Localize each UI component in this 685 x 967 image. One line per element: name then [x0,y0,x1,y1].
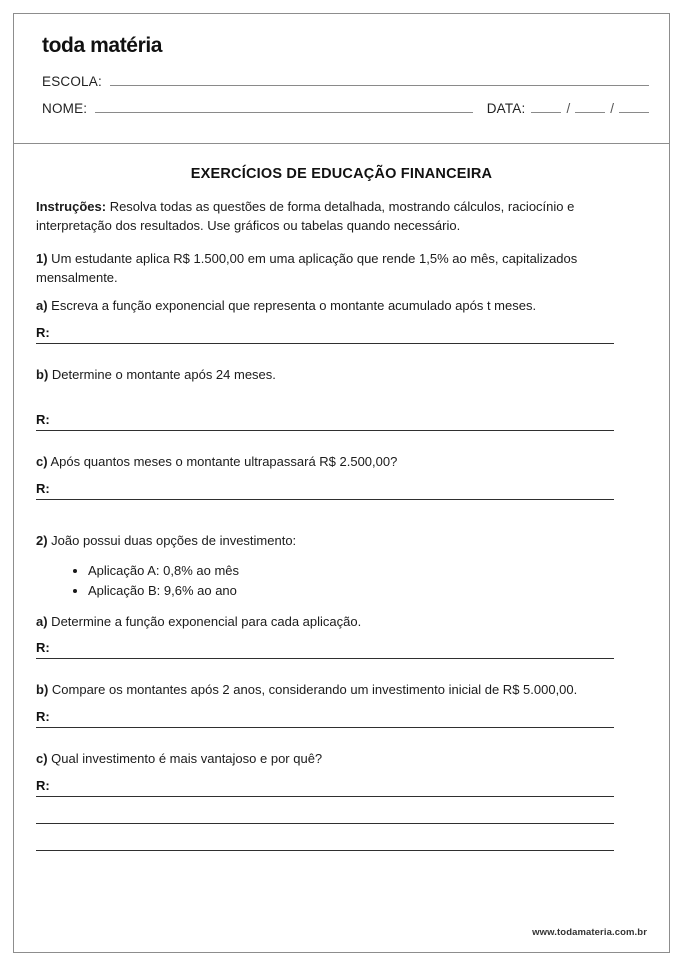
brand-logo: toda matéria [42,34,163,57]
date-year-input[interactable] [619,101,649,113]
question-2a-letter: a) [36,613,48,629]
instructions-text: Resolva todas as questões de forma detalhada, mostrando cálculos, raciocínio e interpretação dos resultados. Use gráficos ou tabelas quando necessário. [36,199,575,233]
question-2a-text: Determine a função exponencial para cada aplicação. [47,613,362,629]
answer-label-2c: R: [36,777,50,793]
worksheet-content [14,144,669,851]
question-1a-text: Escreva a função exponencial que representa o montante acumulado após t meses. [47,298,537,314]
nome-input-line[interactable] [95,101,472,113]
question-1a-letter: a) [36,298,48,314]
question-1-number: 1) [36,250,48,266]
answer-2c [36,779,647,797]
extra-answer-line-1[interactable] [36,823,614,824]
question-1c-letter: c) [36,453,48,469]
question-2c-text: Qual investimento é mais vantajoso e por quê? [47,751,323,767]
nome-label: NOME: [42,101,88,116]
escola-field-row [42,74,649,89]
question-2b-text: Compare os montantes após 2 anos, considerando um investimento inicial de R$ 5.000,00. [48,682,578,698]
data-label: DATA: [486,101,526,116]
question-1-statement [36,250,647,288]
answer-line-2c[interactable] [36,796,614,797]
answer-1a [36,326,647,344]
answer-label-1c: R: [36,480,50,496]
question-2c-statement [36,750,647,769]
list-item: • Aplicação A: 0,8% ao mês [88,561,647,581]
question-1c-statement [36,453,647,472]
question-1b-text: Determine o montante após 24 meses. [48,367,276,383]
answer-label-1b: R: [36,412,50,427]
question-2-number: 2) [36,532,48,548]
escola-input-line[interactable] [110,74,649,86]
answer-1b [36,413,647,431]
page-title: EXERCÍCIOS DE EDUCAÇÃO FINANCEIRA [190,166,493,182]
answer-line-2a[interactable] [36,658,614,659]
instructions-label: Instruções: [36,199,107,214]
worksheet-page [13,13,670,953]
spacer [36,445,647,453]
extra-answer-line-2[interactable] [36,850,614,851]
date-separator-2: / [610,101,614,116]
question-2a-statement [36,613,647,632]
data-field-group [487,101,649,116]
question-2c-letter: c) [36,751,48,767]
answer-2a [36,641,647,659]
question-1a-statement [36,297,647,316]
answer-label-2a: R: [36,640,50,656]
date-separator-1: / [566,101,571,116]
answer-label-1a: R: [36,325,50,341]
instructions-paragraph [36,198,647,236]
question-2-text: João possui duas opções de investimento: [47,532,297,548]
spacer [36,395,647,413]
question-2-statement [36,532,647,551]
answer-label-2b: R: [36,709,50,725]
answer-line-1c[interactable] [36,499,614,500]
list-item: • Aplicação B: 9,6% ao ano [88,581,647,601]
answer-line-1b[interactable] [36,430,614,431]
nome-field-row [42,101,649,116]
footer-url: www.todamateria.com.br [532,927,647,938]
answer-line-2b[interactable] [36,727,614,728]
question-1-text: Um estudante aplica R$ 1.500,00 em uma aplicação que rende 1,5% ao mês, capitalizados mensalmente. [36,250,578,285]
question-2-options-list [36,561,647,601]
question-2b-letter: b) [36,682,49,698]
spacer [36,514,647,532]
spacer [36,358,647,366]
spacer [36,742,647,750]
answer-1c [36,482,647,500]
answer-2b [36,710,647,728]
date-day-input[interactable] [531,101,561,113]
question-1b-letter: b) [36,367,49,383]
question-2b-statement [36,681,647,700]
spacer [36,673,647,681]
page-header [14,14,669,144]
question-1b-statement [36,366,647,385]
answer-line-1a[interactable] [36,343,614,344]
escola-label: ESCOLA: [42,74,102,89]
question-1c-text: Após quantos meses o montante ultrapassará R$ 2.500,00? [47,453,398,469]
date-month-input[interactable] [575,101,605,113]
